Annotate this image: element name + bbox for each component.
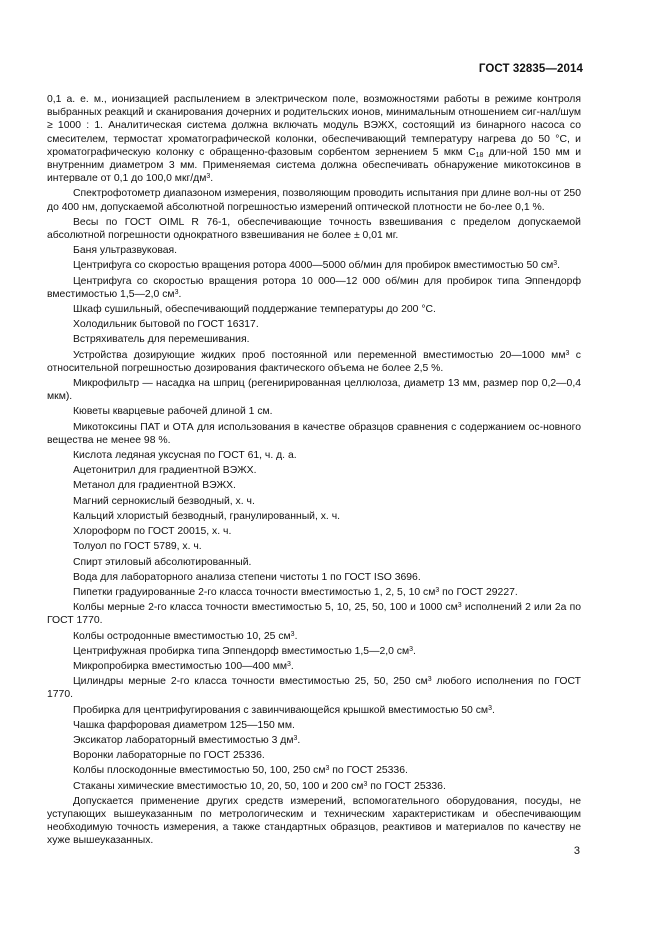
paragraph: Микотоксины ПАТ и ОТА для использования в качестве образцов сравнения с содержанием ос-новного вещества не менее 98 %. [47,421,581,446]
paragraph: Кислота ледяная уксусная по ГОСТ 61, ч. д. а. [73,450,297,462]
paragraph: Центрифуга со скоростью вращения ротора 4000—5000 об/мин для пробирок вместимостью 50 $см^3$. [73,260,561,272]
paragraph: Центрифужная пробирка типа Эппендорф вместимостью 1,5—2,0 $см^3$. [73,645,416,657]
paragraph: Воронки лабораторные по ГОСТ 25336. [73,750,265,762]
paragraph: Магний сернокислый безводный, х. ч. [73,495,255,507]
paragraph: Метанол для градиентной ВЭЖХ. [73,480,236,492]
paragraph: Спирт этиловый абсолютированный. [73,556,252,568]
paragraph: Холодильник бытовой по ГОСТ 16317. [73,319,259,331]
paragraph: Микропробирка вместимостью 100—400 $мм^3$. [73,660,294,672]
paragraph: Чашка фарфоровая диаметром 125—150 мм. [73,719,295,731]
paragraph: Вода для лабораторного анализа степени чистоты 1 по ГОСТ ISO 3696. [73,571,421,583]
paragraph: Хлороформ по ГОСТ 20015, х. ч. [73,526,232,538]
paragraph: Центрифуга со скоростью вращения ротора 10 000—12 000 об/мин для пробирок типа Эппендорф вместимостью 1,5—2,0 $см^3$. [47,275,581,300]
paragraph: Стаканы химические вместимостью 10, 20, 50, 100 и 200 $см^3$ по ГОСТ 25336. [73,780,446,792]
paragraph: Колбы остродонные вместимостью 10, 25 $см^3$. [73,630,298,642]
paragraph: Допускается применение других средств измерений, вспомогательного оборудования, посуды, не уступающих вышеуказанным по метрологическим и техническим характеристикам и обеспечивающим необходимую точность измерения, а также стандартных образцов, реактивов и материалов по качеству не хуже вышеуказанных. [47,795,581,847]
paragraph: Весы по ГОСТ OIML R 76-1, обеспечивающие точность взвешивания с пределом допускаемой абсолютной погрешности однократного взвешивания не более ± 0,01 мг. [47,216,581,242]
paragraph: Колбы мерные 2-го класса точности вместимостью 5, 10, 25, 50, 100 и 1000 $см^3$ исполнений 2 или 2а по ГОСТ 1770. [47,602,581,627]
paragraph: Ацетонитрил для градиентной ВЭЖХ. [73,465,257,477]
paragraph: Спектрофотометр диапазоном измерения, позволяющим проводить испытания при длине вол-ны от 250 до 400 нм, допускаемой абсолютной погрешностью измерений оптической плотности не бо-лее 0,1 %. [47,188,581,213]
paragraph: Пробирка для центрифугирования с завинчивающейся крышкой вместимостью 50 $см^3$. [73,704,495,716]
paragraph: Устройства дозирующие жидких проб постоянной или переменной вместимостью 20—1000 $мм^3$ с относительной погрешностью дозирования фактического объема не более 2,5 %. [47,349,581,374]
paragraph: Кюветы кварцевые рабочей длиной 1 см. [73,406,273,418]
paragraph: Толуол по ГОСТ 5789, х. ч. [73,541,202,553]
paragraph: Кальций хлористый безводный, гранулированный, х. ч. [73,510,341,522]
document-code: ГОСТ 32835—2014 [478,63,583,75]
document-body [47,93,581,848]
page-number: 3 [573,845,580,857]
paragraph: 0,1 а. е. м., ионизацией распылением в электрическом поле, возможностями работы в режиме контроля выбранных реакций и сканирования дочерних и родительских ионов, минимальным отношением сиг-нал/шум ≥ 1000 : 1. Аналитическая система должна включать модуль ВЭЖХ, состоящий из бинарного насоса со смесителем, термостат хроматографической колонки, обеспечивающий температуру нагрева до 50 °С, и хроматографическую колонку с обращенно-фазовым сорбентом зернением 5 мкм $C_{18}$ дли-ной 150 мм и внутренним диаметром 3 мм. Применяемая система должна обеспечивать обнаружение микотоксинов в интервале от 0,1 до 100,0 мкг/$дм^3$. [47,94,581,185]
paragraph: Эксикатор лабораторный вместимостью 3 $дм^3$. [73,734,301,746]
paragraph: Встряхиватель для перемешивания. [73,334,250,346]
paragraph: Шкаф сушильный, обеспечивающий поддержание температуры до 200 °С. [73,304,436,316]
paragraph: Колбы плоскодонные вместимостью 50, 100, 250 $см^3$ по ГОСТ 25336. [73,765,408,777]
paragraph: Пипетки градуированные 2-го класса точности вместимостью 1, 2, 5, 10 $см^3$ по ГОСТ 29227. [73,586,518,598]
paragraph: Цилиндры мерные 2-го класса точности вместимостью 25, 50, 250 $см^3$ любого исполнения по ГОСТ 1770. [47,676,581,701]
paragraph: Микрофильтр — насадка на шприц (регенирированная целлюлоза, диаметр 13 мм, размер пор 0,2—0,4 мкм). [47,378,581,403]
paragraph: Баня ультразвуковая. [73,245,178,257]
